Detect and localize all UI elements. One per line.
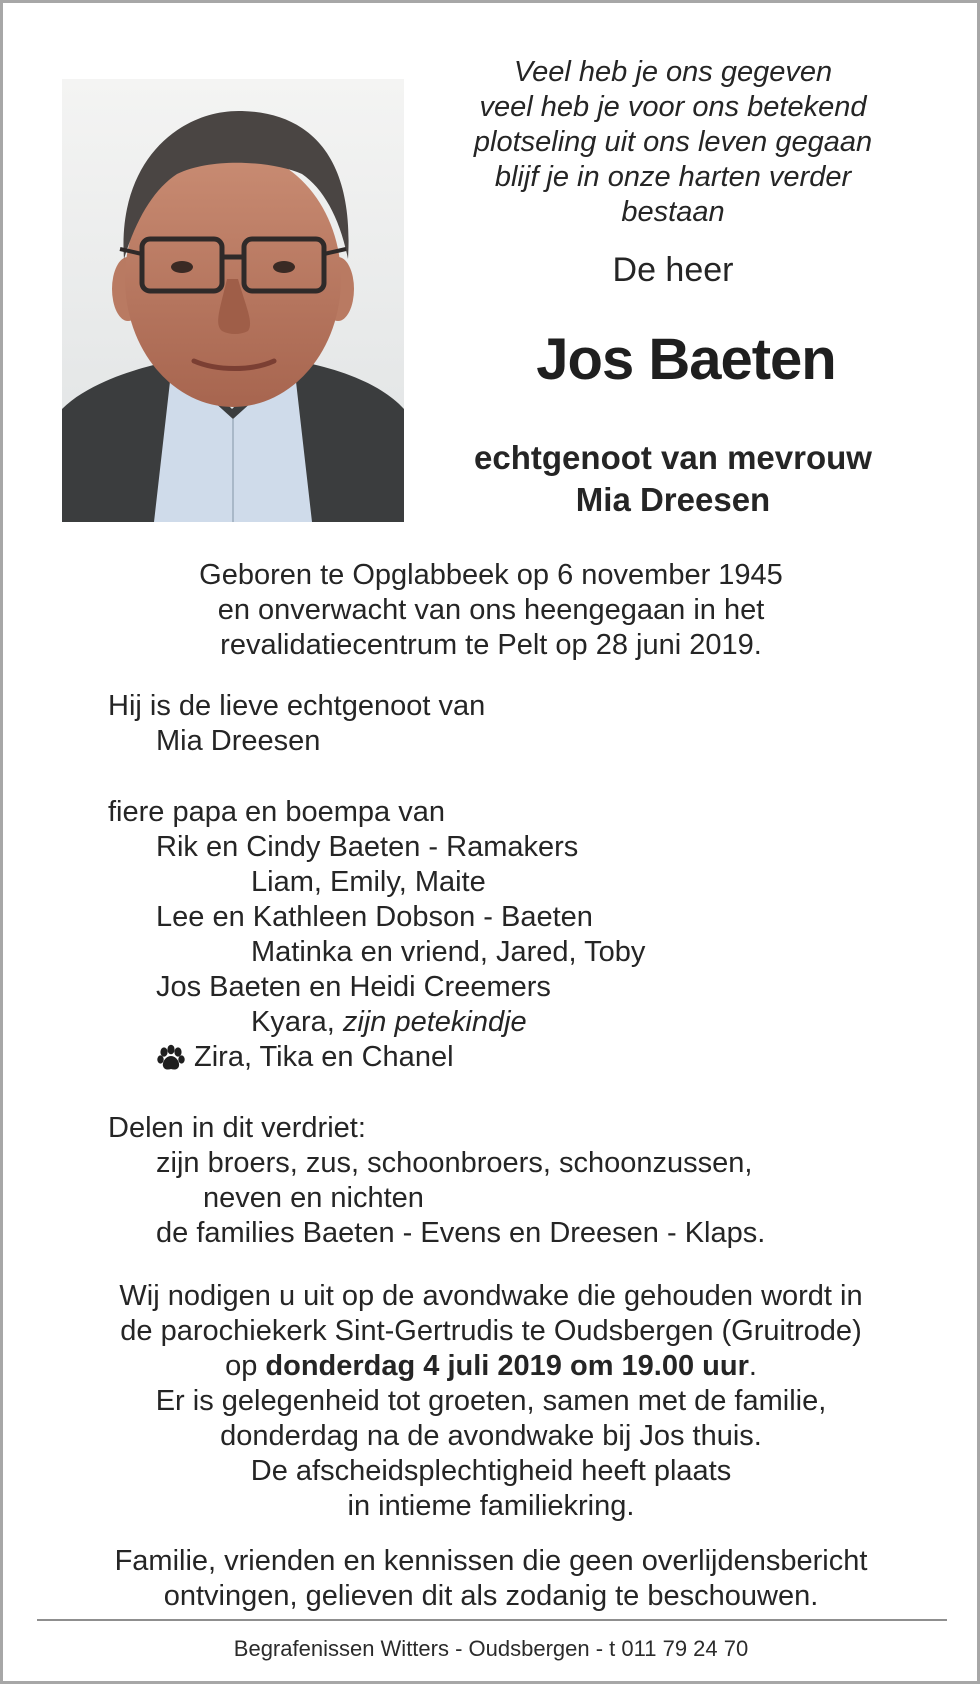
vigil-line: in intieme familiekring. xyxy=(347,1490,635,1522)
spacer xyxy=(108,1075,908,1111)
vigil-line: Er is gelegenheid tot groeten, samen met de familie, xyxy=(155,1385,827,1417)
grandchildren-entry xyxy=(108,1005,908,1040)
spouse-intro: Hij is de lieve echtgenoot van xyxy=(108,690,486,722)
spouse-heading-line: echtgenoot van mevrouw xyxy=(474,439,872,476)
spacer xyxy=(108,759,908,795)
poem-line: Veel heb je ons gegeven xyxy=(513,56,833,88)
birth-death-line: en onverwacht van ons heengegaan in het xyxy=(217,594,765,626)
vigil-date-suffix: . xyxy=(748,1350,757,1382)
notice-text xyxy=(63,1544,919,1614)
mourners-line: de families Baeten - Evens en Dreesen - Klaps. xyxy=(156,1217,766,1249)
poem-line: veel heb je voor ons betekend xyxy=(479,91,867,123)
salutation: De heer xyxy=(612,251,734,289)
mourners-intro: Delen in dit verdriet: xyxy=(108,1112,366,1144)
vigil-line: Wij nodigen u uit op de avondwake die gehouden wordt in xyxy=(119,1280,863,1312)
child-entry: Lee en Kathleen Dobson - Baeten xyxy=(156,901,593,933)
paw-icon xyxy=(156,1043,186,1073)
spouse-name: Mia Dreesen xyxy=(156,725,321,757)
birth-death-line: revalidatiecentrum te Pelt op 28 juni 2019. xyxy=(220,629,762,661)
birth-death-line: Geboren te Opglabbeek op 6 november 1945 xyxy=(199,559,783,591)
vigil-line: donderdag na de avondwake bij Jos thuis. xyxy=(220,1420,762,1452)
children-intro: fiere papa en boempa van xyxy=(108,796,445,828)
poem-line: blijf je in onze harten verder xyxy=(494,161,852,193)
vigil-date: donderdag 4 juli 2019 om 19.00 uur xyxy=(265,1350,749,1382)
vigil-information xyxy=(63,1279,919,1524)
pets-names: Zira, Tika en Chanel xyxy=(194,1041,454,1073)
funeral-home-footer: Begrafenissen Witters - Oudsbergen - t 011 79 24 70 xyxy=(233,1636,749,1661)
notice-line: Familie, vrienden en kennissen die geen overlijdensbericht xyxy=(114,1545,868,1577)
mourners-line: neven en nichten xyxy=(203,1182,424,1214)
child-entry: Rik en Cindy Baeten - Ramakers xyxy=(156,831,579,863)
grandchildren-entry: Liam, Emily, Maite xyxy=(251,866,486,898)
vigil-date-line xyxy=(63,1349,919,1384)
grandchild-name: Kyara, xyxy=(251,1006,335,1038)
mourners-line: zijn broers, zus, schoonbroers, schoonzussen, xyxy=(156,1147,753,1179)
deceased-name: Jos Baeten xyxy=(536,327,836,392)
child-entry: Jos Baeten en Heidi Creemers xyxy=(156,971,551,1003)
poem-line: plotseling uit ons leven gegaan xyxy=(473,126,873,158)
footer-divider xyxy=(37,1619,947,1621)
spouse-heading-line: Mia Dreesen xyxy=(575,481,771,518)
grandchild-note: zijn petekindje xyxy=(342,1006,527,1038)
vigil-line: De afscheidsplechtigheid heeft plaats xyxy=(250,1455,732,1487)
vigil-date-prefix: op xyxy=(225,1350,258,1382)
vigil-line: de parochiekerk Sint-Gertrudis te Oudsbergen (Gruitrode) xyxy=(120,1315,862,1347)
poem-line: bestaan xyxy=(621,196,725,228)
portrait-photo xyxy=(62,79,404,522)
spouse-heading xyxy=(433,437,913,521)
birth-death-details xyxy=(93,558,889,663)
family-list xyxy=(108,689,908,1251)
grandchildren-entry: Matinka en vriend, Jared, Toby xyxy=(251,936,646,968)
notice-line: ontvingen, gelieven dit als zodanig te beschouwen. xyxy=(163,1580,819,1612)
memorial-poem xyxy=(433,55,913,230)
pets-entry xyxy=(108,1040,908,1075)
